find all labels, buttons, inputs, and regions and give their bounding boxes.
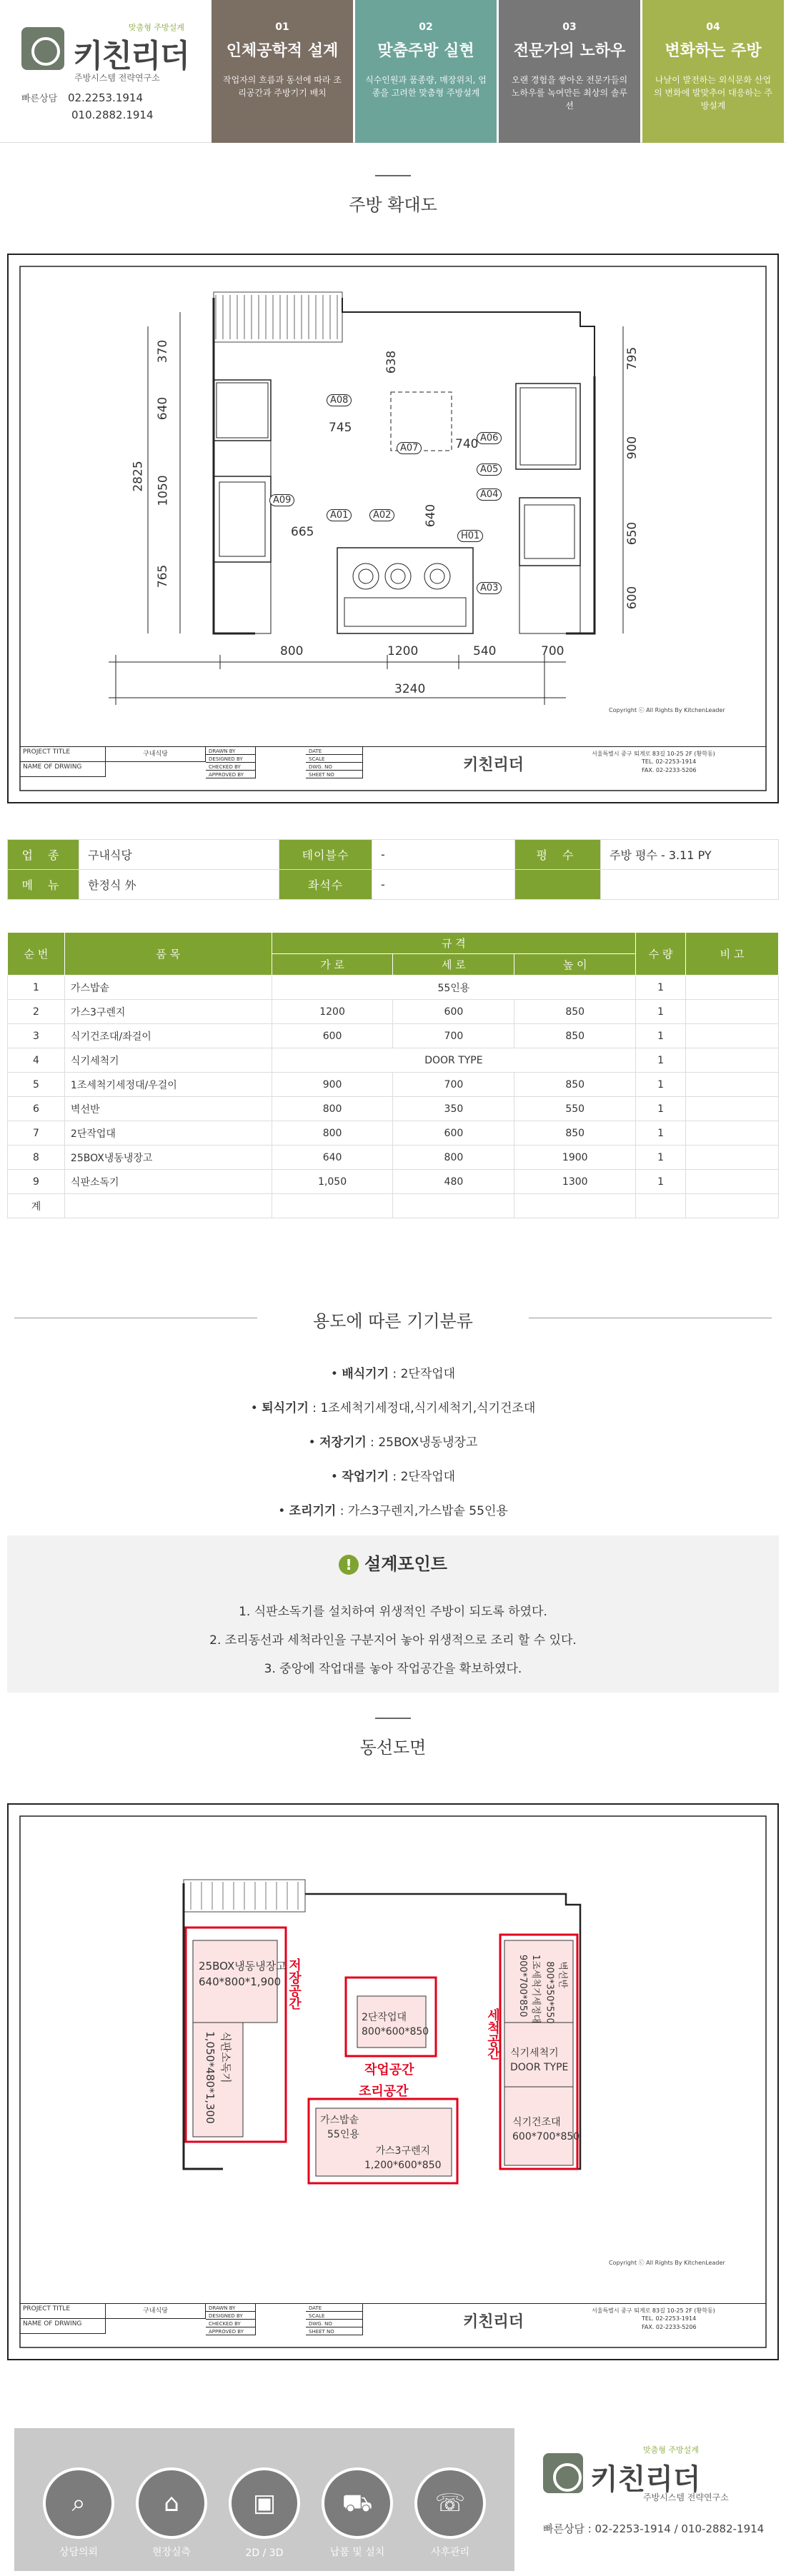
cell-note [686,1073,779,1097]
cell-note [686,1146,779,1170]
equip-label: A05 [477,463,502,476]
equip-size: 55인용 [327,2129,359,2140]
tb-drawn-by: DRAWN BY [206,747,256,755]
cell-note [686,1170,779,1194]
section-title-kitchen-plan [0,175,786,216]
cell-no: 계 [8,1194,65,1218]
table-row-total [8,1194,779,1218]
cell-qty: 1 [636,1170,686,1194]
spec-table [7,932,779,1218]
cell-no: 7 [8,1121,65,1146]
feature-title: 변화하는 주방 [665,42,762,60]
step-label: 납품 및 설치 [329,2547,385,2558]
equip-label: A08 [327,394,352,406]
feature-4 [642,0,784,143]
equip-label: A02 [369,509,394,521]
info-seats-label: 좌석수 [279,870,372,900]
cell-w [272,1194,393,1218]
feature-title: 인체공학적 설계 [226,42,339,60]
cell-h: 1300 [514,1170,636,1194]
tb-project-title-label: PROJECT TITLE [20,2304,106,2319]
cell-no: 6 [8,1097,65,1121]
usage-item: • 저장기기 : 25BOX냉동냉장고 [308,1435,478,1450]
design-title-text: 설계포인트 [364,1554,447,1574]
equip-box-shelf [543,1961,569,2023]
design-point: 1. 식판소독기를 설치하여 위생적인 주방이 되도록 하였다. [239,1605,547,1619]
tb-designed-by: DESIGNED BY [206,2312,256,2320]
cell-qty: 1 [636,1121,686,1146]
dim-text: 640 [156,396,171,421]
equip-name: 가스밥솥 [320,2115,359,2126]
dim-text: 1200 [387,644,419,658]
tb-address: 서울특별시 중구 퇴계로 83길 10-25 2F (황학동) [592,751,715,757]
spec-header-h: 높 이 [514,954,636,976]
info-menu-label: 메 뉴 [8,870,79,900]
tb-drawing-label: NAME OF DRWING [20,762,106,777]
tb-drawn-by: DRAWN BY [206,2304,256,2312]
step-label: 사후관리 [430,2547,470,2558]
equip-name: 가스3구렌지 [375,2145,431,2157]
tb-designed-by: DESIGNED BY [206,755,256,763]
tb-sheet-no: SHEET NO [306,771,363,778]
feature-1 [212,0,353,143]
usage-label: 퇴식기기 [262,1401,309,1415]
usage-item: • 작업기기 : 2단작업대 [330,1470,456,1484]
table-row [8,1000,779,1024]
exclamation-icon: ! [339,1555,359,1575]
info-area: 주방 평수 - 3.11 PY [601,840,779,870]
usage-value: 가스3구렌지,가스밥솥 55인용 [347,1504,508,1518]
cell-d: 480 [393,1170,514,1194]
cell-qty: 1 [636,1097,686,1121]
tb-logo: 키친리더 [463,2313,524,2331]
cell-w: 1200 [272,1000,393,1024]
usage-label: 배식기기 [342,1367,389,1381]
equip-name: 벽선반 [557,1961,568,1988]
equip-size: 640*800*1,900 [199,1975,282,1988]
info-tables: - [372,840,515,870]
copyright: Copyright ⓒ All Rights By KitchenLeader [609,707,725,713]
feature-number: 03 [562,21,577,33]
cell-w: 800 [272,1121,393,1146]
table-row [8,1146,779,1170]
table-row [8,1048,779,1073]
cell-item: 가스밥솥 [64,976,272,1000]
phone-1[interactable]: 02.2253.1914 [68,91,143,104]
info-area-label: 평 수 [515,840,601,870]
usage-item: • 배식기기 : 2단작업대 [330,1367,456,1381]
equip-size: 800*600*850 [362,2026,429,2038]
tb-project-name: 구내식당 [106,747,206,762]
equip-size: 1,200*600*850 [364,2160,442,2171]
equip-box-sterilizer [202,2031,234,2124]
dim-text: 900 [625,436,640,460]
title-block [20,746,766,791]
header-contact [21,90,154,123]
usage-value: 2단작업대 [400,1367,456,1381]
cell-d: 700 [393,1024,514,1048]
cell-item: 벽선반 [64,1097,272,1121]
cell-size: DOOR TYPE [272,1048,636,1073]
tb-scale: SCALE [306,755,363,763]
usage-label: 조리기기 [289,1504,337,1518]
equip-label: A03 [477,582,502,594]
feature-desc: 작업자의 흐름과 동선에 따라 조리공간과 주방기기 배치 [223,75,342,98]
cell-no: 5 [8,1073,65,1097]
cell-qty [636,1194,686,1218]
contact-label: 빠른상담 [21,94,58,104]
cell-note [686,1097,779,1121]
dim-text: 650 [625,521,640,546]
headset-icon: ☏ [434,2489,466,2517]
site-header [0,0,786,143]
spec-header-d: 세 로 [393,954,514,976]
dim-text: 3240 [394,682,426,696]
equip-label: A04 [477,488,502,501]
cell-note [686,1000,779,1024]
table-row [8,976,779,1000]
usage-item: • 조리기기 : 가스3구렌지,가스밥솥 55인용 [278,1504,508,1518]
cell-d: 800 [393,1146,514,1170]
tb-checked-by: CHECKED BY [206,763,256,771]
dim-text: 2825 [131,461,146,492]
dim-text: 740 [455,437,479,451]
dim-text: 665 [291,525,314,539]
cell-h: 850 [514,1000,636,1024]
feature-desc: 식수인원과 품종량, 매장위치, 업종을 고려한 맞춤형 주방설계 [365,75,487,98]
cell-w: 800 [272,1097,393,1121]
dim-text: 640 [424,503,439,528]
phone-2[interactable]: 010.2882.1914 [71,109,154,121]
tb-tel: TEL. 02-2253-1914 [642,2315,697,2322]
equip-size: DOOR TYPE [510,2062,569,2073]
dim-text: 370 [156,339,171,364]
cell-note [686,1121,779,1146]
service-steps [14,2428,514,2571]
magnifier-icon: ⌕ [71,2489,86,2517]
cell-item: 2단작업대 [64,1121,272,1146]
logo-tagline: 맞춤형 주방설계 [129,23,184,32]
equip-label: A06 [477,432,502,444]
table-row [8,1097,779,1121]
logo-icon [21,27,64,70]
step-label: 2D / 3D [245,2547,284,2559]
info-tables-label: 테이블수 [279,840,372,870]
tb-dwg-no: DWG. NO [306,763,363,771]
tb-address: 서울특별시 중구 퇴계로 83길 10-25 2F (황학동) [592,2307,715,2314]
house-icon: ⌂ [164,2489,179,2517]
section-title-flow-plan [0,1718,786,1758]
zone-wash: 세척공간 [485,2008,500,2060]
info-empty [515,870,601,900]
design-point-list [7,1598,779,1683]
tb-drawing-label: NAME OF DRWING [20,2319,106,2334]
tb-scale: SCALE [306,2312,363,2320]
usage-label: 작업기기 [342,1470,389,1484]
cell-qty: 1 [636,976,686,1000]
dim-text: 795 [625,346,640,371]
equip-name: 2단작업대 [362,2012,407,2023]
feature-3 [499,0,640,143]
design-point: 2. 조리동선과 세척라인을 구분지어 놓아 위생적으로 조리 할 수 있다. [209,1633,577,1648]
kitchen-plan-drawing [7,254,779,803]
zone-cook: 조리공간 [359,2084,409,2099]
step-label: 상담의뢰 [59,2547,99,2558]
cell-note [686,1024,779,1048]
footer-subtitle: 주방시스템 전략연구소 [643,2492,729,2502]
tb-approved-by: APPROVED BY [206,2327,256,2335]
spec-header-no: 순 번 [8,933,65,976]
cell-size: 55인용 [272,976,636,1000]
equip-box-worktable [362,2010,429,2039]
feature-desc: 나날이 발전하는 외식문화 산업의 변화에 발맞추어 대응하는 주방설계 [654,75,772,111]
cell-h [514,1194,636,1218]
feature-title: 전문가의 노하우 [513,42,626,60]
cell-no: 3 [8,1024,65,1048]
title-block [20,2303,766,2347]
cell-h: 550 [514,1097,636,1121]
info-business-label: 업 종 [8,840,79,870]
cell-item: 가스3구렌지 [64,1000,272,1024]
feature-2 [355,0,497,143]
table-row [8,1121,779,1146]
table-row [8,1073,779,1097]
copyright: Copyright ⓒ All Rights By KitchenLeader [609,2260,725,2266]
tb-sheet-no: SHEET NO [306,2327,363,2335]
blueprint-icon: ▣ [252,2489,277,2517]
equip-box-dryer [512,2115,579,2144]
dim-text: 800 [280,644,304,658]
dim-text: 700 [541,644,564,658]
cell-h: 850 [514,1024,636,1048]
equip-box-range [364,2144,442,2172]
dim-text: 600 [625,586,640,610]
step-consult[interactable] [43,2467,114,2558]
zone-storage: 저장공간 [287,1958,302,2010]
usage-value: 25BOX냉동냉장고 [378,1435,478,1450]
info-empty-value [601,870,779,900]
tb-dwg-no: DWG. NO [306,2320,363,2327]
dim-text: 638 [384,350,399,374]
flow-plan-drawing [7,1803,779,2360]
cell-h: 850 [514,1073,636,1097]
equip-label: H01 [457,530,483,542]
equip-name: 식기건조대 [512,2117,561,2128]
dim-text: 745 [329,421,352,435]
spec-header-size: 규 격 [272,933,636,954]
cell-item: 1조세척기세정대/우걸이 [64,1073,272,1097]
cell-no: 8 [8,1146,65,1170]
cell-item: 식판소독기 [64,1170,272,1194]
footer [0,2414,786,2576]
cell-qty: 1 [636,1146,686,1170]
equip-name: 식기세척기 [510,2048,559,2059]
feature-title: 맞춤주방 실현 [377,42,474,60]
usage-title: 용도에 따른 기기분류 [0,1307,786,1332]
cell-w: 600 [272,1024,393,1048]
cell-qty: 1 [636,1000,686,1024]
truck-icon: ⛟ [342,2489,373,2517]
equip-size: 600*700*850 [512,2131,580,2143]
spec-header-qty: 수 량 [636,933,686,976]
floor-plan-svg [9,255,777,802]
flow-plan-title: 동선도면 [359,1738,427,1758]
cell-item: 식기세척기 [64,1048,272,1073]
tb-project-name: 구내식당 [106,2304,206,2319]
zone-work: 작업공간 [364,2063,414,2078]
cell-note [686,1194,779,1218]
cell-d: 600 [393,1000,514,1024]
cell-item [64,1194,272,1218]
usage-label: 저장기기 [319,1435,367,1450]
cell-h: 1900 [514,1146,636,1170]
cell-h: 850 [514,1121,636,1146]
equip-box-fridge [199,1958,287,1990]
cell-d: 700 [393,1073,514,1097]
cell-item: 25BOX냉동냉장고 [64,1146,272,1170]
feature-number: 04 [706,21,720,33]
cell-qty: 1 [636,1073,686,1097]
cell-no: 9 [8,1170,65,1194]
cell-w: 900 [272,1073,393,1097]
usage-value: 1조세척기세정대,식기세척기,식기건조대 [320,1401,536,1415]
info-seats: - [372,870,515,900]
design-points [7,1535,779,1693]
info-table [7,839,779,900]
info-menu: 한정식 外 [79,870,279,900]
equip-name: 25BOX냉동냉장고 [199,1960,287,1973]
tb-logo: 키친리더 [463,756,524,774]
equip-name: 1조세척기세정대 [530,1954,542,2024]
usage-item: • 퇴식기기 : 1조세척기세정대,식기세척기,식기건조대 [250,1401,536,1415]
equip-size: 800*350*550 [544,1961,555,2024]
cell-note [686,1048,779,1073]
cell-qty: 1 [636,1024,686,1048]
cell-d: 350 [393,1097,514,1121]
kitchen-plan-title: 주방 확대도 [349,195,437,215]
tb-date: DATE [306,2304,363,2312]
tb-tel: TEL. 02-2253-1914 [642,758,697,765]
info-business: 구내식당 [79,840,279,870]
cell-no: 2 [8,1000,65,1024]
equip-label: A07 [397,442,422,454]
logo-subtitle: 주방시스템 전략연구소 [74,73,160,83]
step-delivery[interactable] [322,2467,393,2558]
cell-no: 4 [8,1048,65,1073]
dim-text: 1050 [156,475,171,506]
cell-item: 식기건조대/좌걸이 [64,1024,272,1048]
equip-box-dishwasher [510,2046,568,2075]
cell-d [393,1194,514,1218]
footer-logo: 키친리더 [590,2463,701,2496]
spec-header-w: 가 로 [272,954,393,976]
cell-no: 1 [8,976,65,1000]
cell-qty: 1 [636,1048,686,1073]
tb-approved-by: APPROVED BY [206,771,256,778]
tb-checked-by: CHECKED BY [206,2320,256,2327]
feature-number: 02 [419,21,433,33]
footer-tagline: 맞춤형 주방설계 [643,2445,699,2455]
design-title [7,1550,779,1575]
equip-box-rice [320,2113,359,2142]
title-divider [375,1718,411,1719]
cell-d: 600 [393,1121,514,1146]
equip-box-sink [516,1955,542,2023]
usage-value: 2단작업대 [400,1470,456,1484]
equip-label: A01 [327,509,352,521]
tb-fax: FAX. 02-2233-5206 [642,2324,697,2330]
equip-label: A09 [269,494,294,506]
dim-text: 540 [473,644,497,658]
table-row [8,1024,779,1048]
feature-desc: 오랜 경험을 쌓아온 전문가들의 노하우를 녹여만든 최상의 솔루션 [511,75,628,111]
table-row [8,1170,779,1194]
cell-note [686,976,779,1000]
tb-project-title-label: PROJECT TITLE [20,747,106,762]
design-point: 3. 중앙에 작업대를 놓아 작업공간을 확보하였다. [264,1662,522,1676]
logo-name: 키친리더 [73,38,189,74]
cell-w: 640 [272,1146,393,1170]
usage-list [0,1357,786,1528]
step-survey[interactable] [136,2467,207,2558]
equip-name: 식판소독기 [219,2031,232,2083]
tb-fax: FAX. 02-2233-5206 [642,767,697,773]
equip-size: 900*700*850 [517,1954,529,2018]
footer-logo-icon [543,2453,583,2493]
tb-date: DATE [306,747,363,755]
spec-header-note: 비 고 [686,933,779,976]
step-design[interactable] [229,2467,300,2559]
equip-size: 1,050*480*1,300 [203,2031,217,2124]
step-label: 현장실측 [151,2547,191,2558]
cell-w: 1,050 [272,1170,393,1194]
footer-contact: 빠른상담 : 02-2253-1914 / 010-2882-1914 [543,2522,765,2535]
title-divider [375,175,411,176]
dim-text: 765 [156,564,171,588]
step-aftercare[interactable] [414,2467,486,2558]
spec-header-item: 품 목 [64,933,272,976]
feature-number: 01 [275,21,289,33]
